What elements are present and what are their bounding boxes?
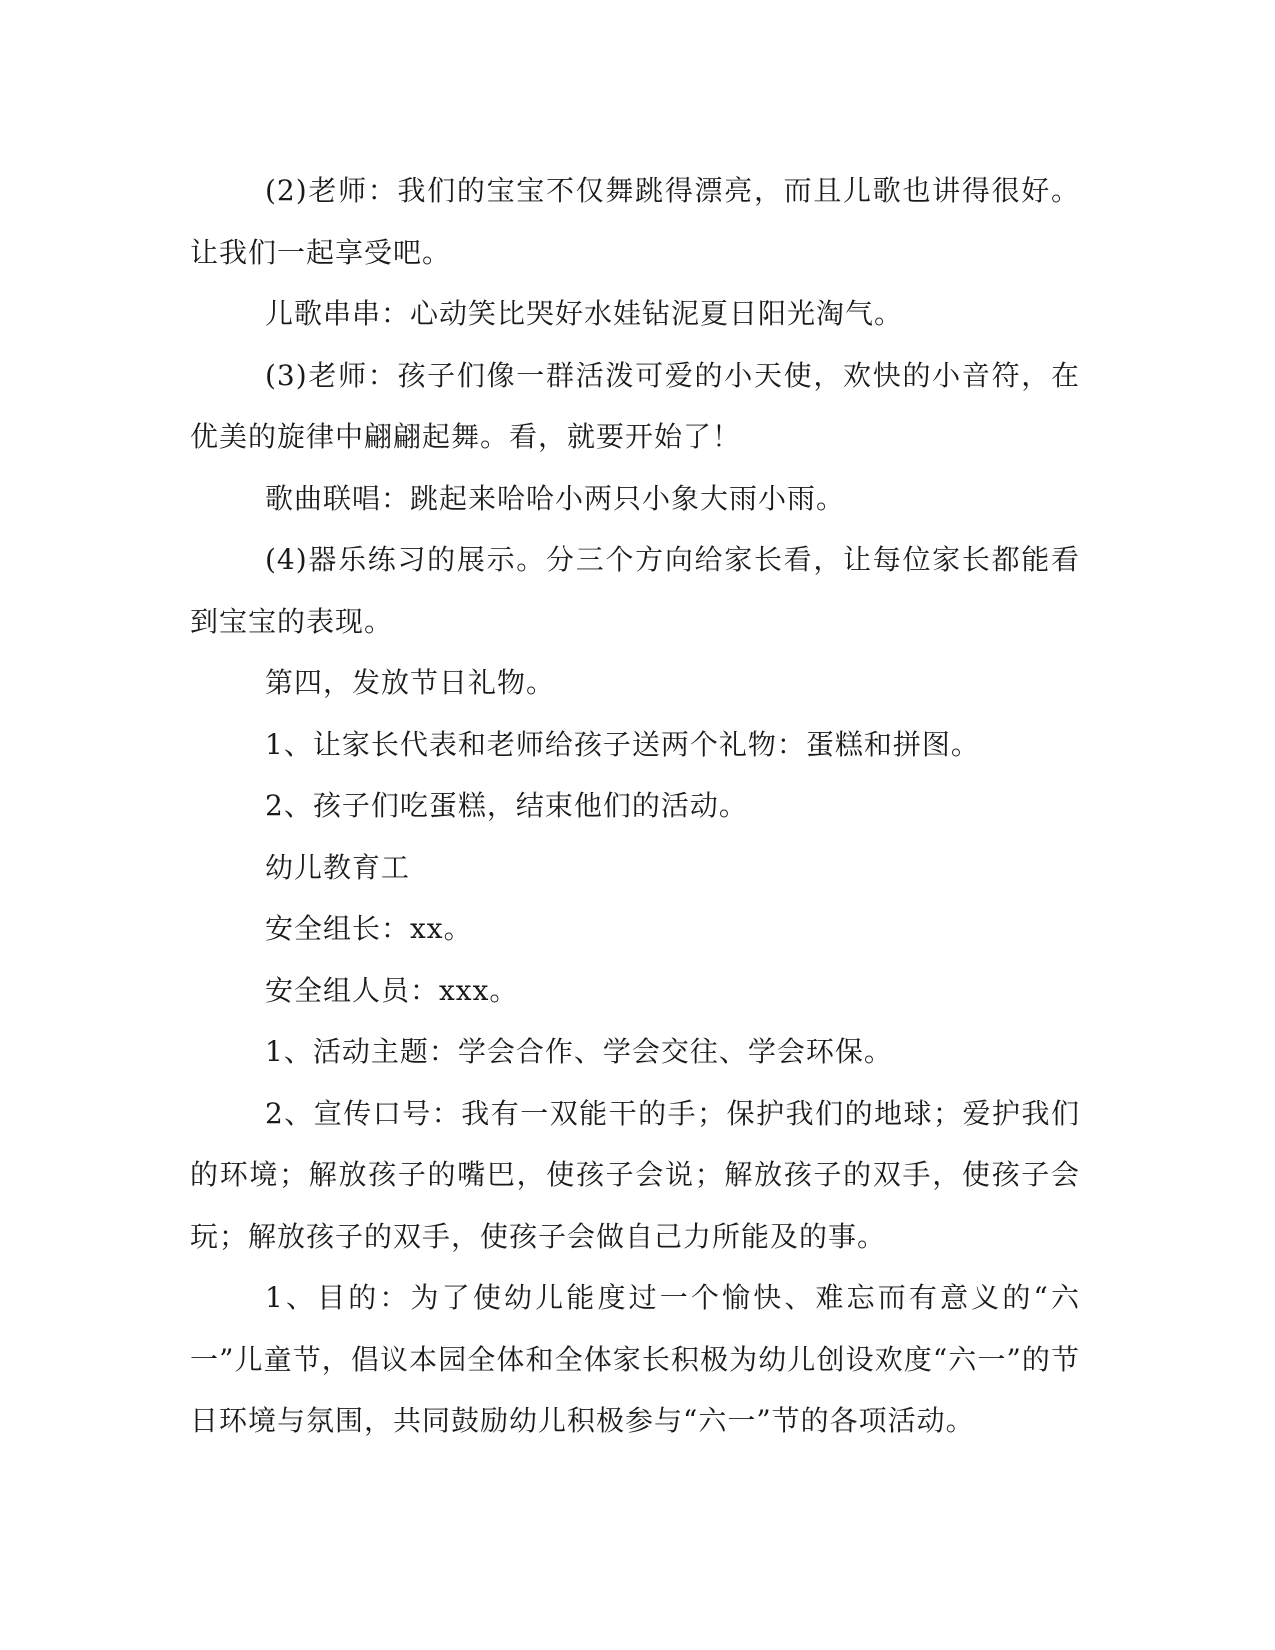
- paragraph: (2)老师：我们的宝宝不仅舞跳得漂亮，而且儿歌也讲得很好。让我们一起享受吧。: [190, 174, 1080, 269]
- paragraph: 安全组长：xx。: [265, 912, 473, 945]
- paragraph: 1、活动主题：学会合作、学会交往、学会环保。: [265, 1035, 893, 1068]
- paragraph: 1、目的：为了使幼儿能度过一个愉快、难忘而有意义的“六一”儿童节，倡议本园全体和全体家长积极为幼儿创设欢度“六一”的节日环境与氛围，共同鼓励幼儿积极参与“六一”节的各项活动。: [190, 1281, 1080, 1437]
- document-body: [190, 160, 1080, 1452]
- paragraph: 第四，发放节日礼物。: [265, 666, 556, 699]
- paragraph: 2、孩子们吃蛋糕，结束他们的活动。: [265, 789, 748, 822]
- paragraph: 幼儿教育工: [265, 850, 411, 884]
- paragraph: (3)老师：孩子们像一群活泼可爱的小天使，欢快的小音符，在优美的旋律中翩翩起舞。看，就要开始了！: [190, 358, 1080, 453]
- paragraph: 儿歌串串：心动笑比哭好水娃钻泥夏日阳光淘气。: [265, 297, 904, 330]
- paragraph: 歌曲联唱：跳起来哈哈小两只小象大雨小雨。: [265, 481, 846, 515]
- paragraph: 1、让家长代表和老师给孩子送两个礼物：蛋糕和拼图。: [265, 727, 980, 761]
- paragraph: 安全组人员：xxx。: [265, 973, 519, 1007]
- paragraph: (4)器乐练习的展示。分三个方向给家长看，让每位家长都能看到宝宝的表现。: [190, 543, 1080, 638]
- paragraph: 2、宣传口号：我有一双能干的手；保护我们的地球；爱护我们的环境；解放孩子的嘴巴，使孩子会说；解放孩子的双手，使孩子会玩；解放孩子的双手，使孩子会做自己力所能及的事。: [190, 1096, 1080, 1253]
